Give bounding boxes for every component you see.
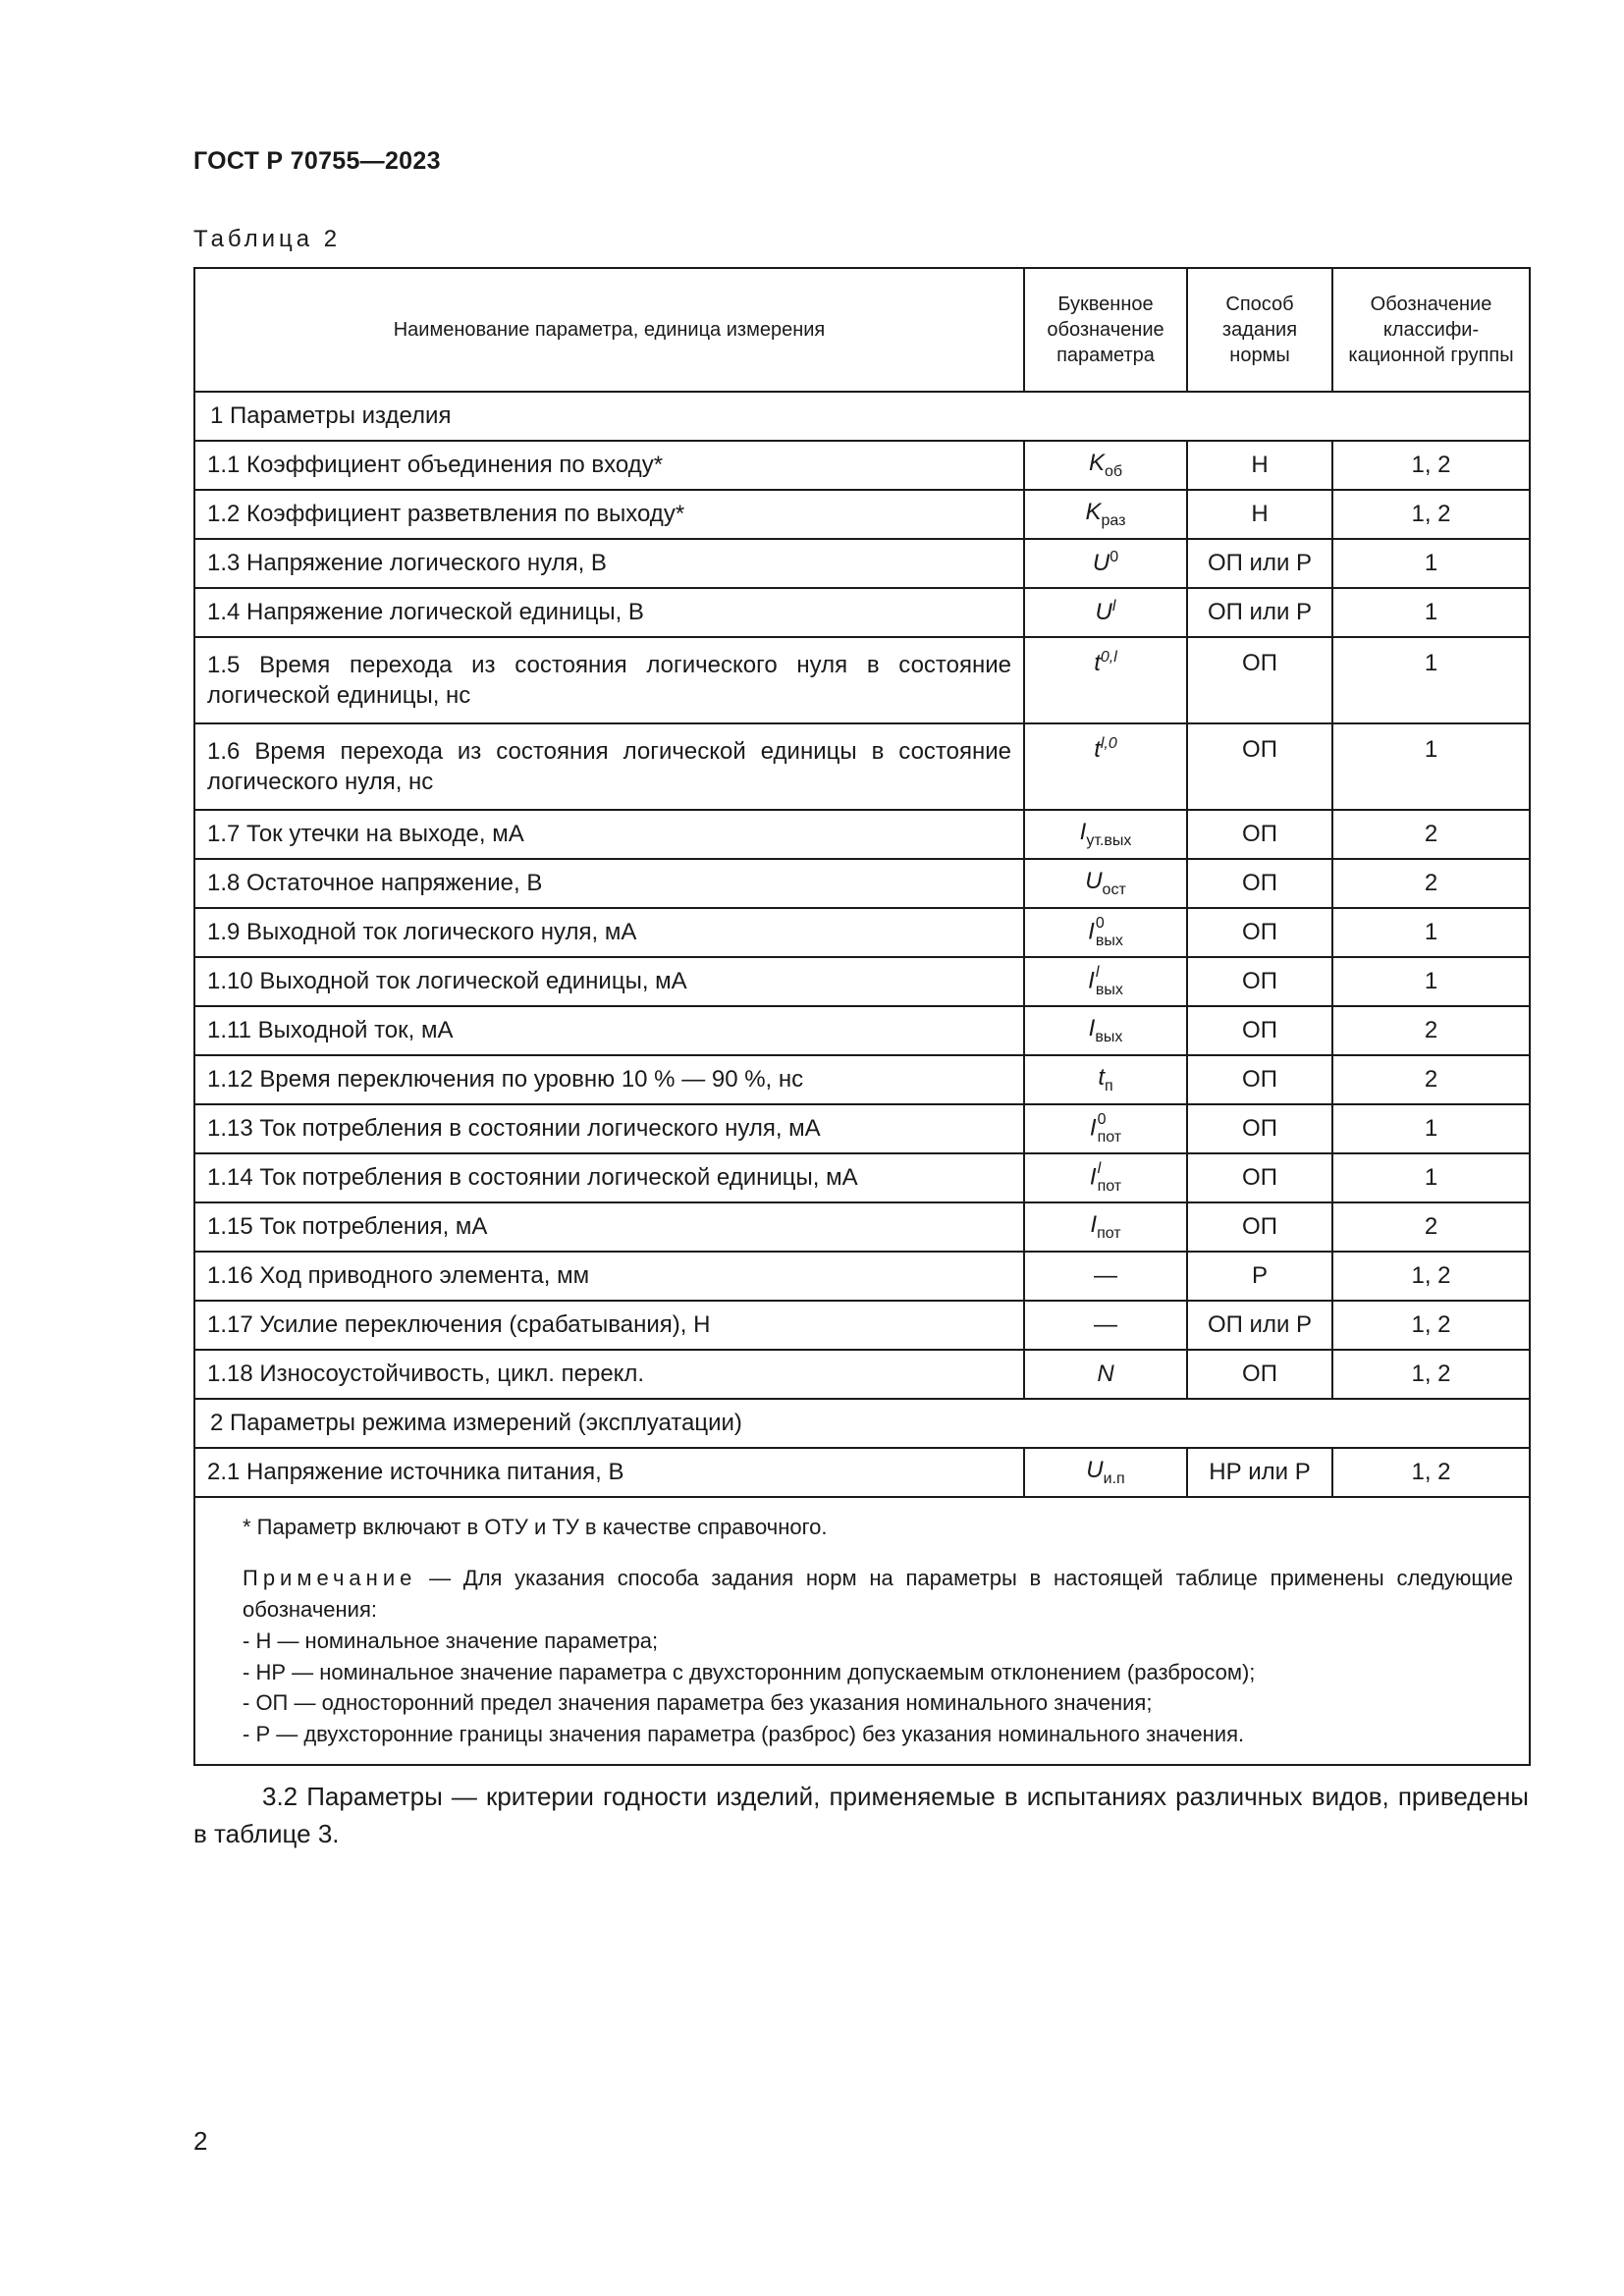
param-norm: Н [1187,490,1332,539]
param-norm: ОП [1187,810,1332,859]
param-name: 1.5 Время перехода из состояния логического нуля в состояние логической единицы, нс [194,637,1024,723]
note-item: - Н — номинальное значение параметра; [243,1628,659,1653]
parameters-table [193,267,1531,1766]
param-group: 1 [1332,588,1530,637]
param-name: 1.6 Время перехода из состояния логической единицы в состояние логического нуля, нс [194,723,1024,810]
note-intro-text: — Для указания способа задания норм на параметры в настоящей таблице применены следующие обозначения: [243,1565,1513,1622]
table-row [194,1202,1530,1252]
param-group: 2 [1332,1006,1530,1055]
param-group: 1, 2 [1332,490,1530,539]
param-norm: ОП или Р [1187,588,1332,637]
note-intro [211,1563,1513,1626]
param-symbol: $I_{ут.вых}$ [1024,810,1187,859]
param-group: 1, 2 [1332,1252,1530,1301]
param-group: 1, 2 [1332,1448,1530,1497]
table-row [194,1055,1530,1104]
param-group: 1 [1332,539,1530,588]
table-notes [194,1497,1530,1765]
table-row [194,1448,1530,1497]
param-symbol: $K_{раз}$ [1024,490,1187,539]
param-name: 1.3 Напряжение логического нуля, В [194,539,1024,588]
param-norm: ОП [1187,1104,1332,1153]
param-symbol: I 0 вых [1024,908,1187,957]
notes-row [194,1497,1530,1765]
param-group: 2 [1332,810,1530,859]
table-row [194,723,1530,810]
param-group: 1 [1332,637,1530,723]
param-norm: ОП [1187,1055,1332,1104]
param-symbol: $t_п$ [1024,1055,1187,1104]
table-row [194,539,1530,588]
note-item: - ОП — односторонний предел значения параметра без указания номинального значения; [243,1690,1153,1716]
section-title: 1 Параметры изделия [194,392,1530,441]
param-symbol: $t^{0,l}$ [1024,637,1187,723]
param-symbol: I l пот [1024,1153,1187,1202]
param-name: 1.15 Ток потребления, мА [194,1202,1024,1252]
table-row [194,810,1530,859]
header-classification-group: Обозначение классификационной группы [1332,268,1530,392]
param-group: 2 [1332,1055,1530,1104]
param-name: 1.14 Ток потребления в состоянии логической единицы, мА [194,1153,1024,1202]
table-row [194,1153,1530,1202]
param-norm: ОП или Р [1187,539,1332,588]
param-symbol: $K_{об}$ [1024,441,1187,490]
table-caption: Таблица 2 [193,226,342,252]
header-norm-method: Способ задания нормы [1187,268,1332,392]
param-symbol: I l вых [1024,957,1187,1006]
note-item: - Р — двухсторонние границы значения параметра (разброс) без указания номинального значения. [243,1722,1245,1747]
param-symbol: $t^{l,0}$ [1024,723,1187,810]
param-name: 1.9 Выходной ток логического нуля, мА [194,908,1024,957]
param-symbol: $U^0$ [1024,539,1187,588]
param-norm: НР или Р [1187,1448,1332,1497]
param-symbol: $I_{пот}$ [1024,1202,1187,1252]
section-row [194,1399,1530,1448]
paragraph-3-2: 3.2 Параметры — критерии годности изделий, применяемые в испытаниях различных видов, приведены в таблице 3. [193,1782,1529,1848]
param-name: 1.7 Ток утечки на выходе, мА [194,810,1024,859]
table-row [194,957,1530,1006]
param-symbol: I 0 пот [1024,1104,1187,1153]
param-norm: ОП [1187,723,1332,810]
param-symbol: — [1024,1252,1187,1301]
param-name: 1.2 Коэффициент разветвления по выходу* [194,490,1024,539]
param-group: 1 [1332,1104,1530,1153]
footnote: * Параметр включают в ОТУ и ТУ в качестве справочного. [243,1515,828,1539]
table-row [194,859,1530,908]
param-group: 1 [1332,1153,1530,1202]
param-name: 1.8 Остаточное напряжение, В [194,859,1024,908]
header-parameter-name: Наименование параметра, единица измерения [194,268,1024,392]
param-group: 1, 2 [1332,441,1530,490]
param-norm: ОП [1187,908,1332,957]
param-name: 2.1 Напряжение источника питания, В [194,1448,1024,1497]
page-number: 2 [193,2126,208,2156]
param-group: 1 [1332,908,1530,957]
param-name: 1.13 Ток потребления в состоянии логического нуля, мА [194,1104,1024,1153]
document-header: ГОСТ Р 70755—2023 [193,147,441,175]
table-row [194,1006,1530,1055]
param-name: 1.11 Выходной ток, мА [194,1006,1024,1055]
header-letter-designation: Буквенное обозначение параметра [1024,268,1187,392]
param-norm: Р [1187,1252,1332,1301]
param-norm: ОП [1187,637,1332,723]
table-row [194,908,1530,957]
table-row [194,1350,1530,1399]
param-group: 1 [1332,723,1530,810]
param-norm: ОП [1187,957,1332,1006]
param-group: 1, 2 [1332,1301,1530,1350]
note-item: - НР — номинальное значение параметра с двухсторонним допускаемым отклонением (разбросом); [243,1659,1256,1684]
param-norm: ОП [1187,1202,1332,1252]
table-header-row [194,268,1530,392]
param-name: 1.1 Коэффициент объединения по входу* [194,441,1024,490]
param-symbol: $U_{ост}$ [1024,859,1187,908]
table-row [194,1252,1530,1301]
table-row [194,637,1530,723]
section-title: 2 Параметры режима измерений (эксплуатации) [194,1399,1530,1448]
param-symbol: $U^l$ [1024,588,1187,637]
param-norm: ОП [1187,859,1332,908]
param-norm: Н [1187,441,1332,490]
table-row [194,588,1530,637]
param-symbol: $U_{и.п}$ [1024,1448,1187,1497]
param-name: 1.12 Время переключения по уровню 10 % — 90 %, нс [194,1055,1024,1104]
param-group: 2 [1332,1202,1530,1252]
param-name: 1.16 Ход приводного элемента, мм [194,1252,1024,1301]
param-group: 2 [1332,859,1530,908]
note-label: Примечание [243,1565,417,1590]
table-row [194,490,1530,539]
param-group: 1, 2 [1332,1350,1530,1399]
param-norm: ОП [1187,1350,1332,1399]
table-row [194,1104,1530,1153]
section-row [194,392,1530,441]
param-name: 1.10 Выходной ток логической единицы, мА [194,957,1024,1006]
param-group: 1 [1332,957,1530,1006]
param-name: 1.18 Износоустойчивость, цикл. перекл. [194,1350,1024,1399]
param-norm: ОП [1187,1153,1332,1202]
param-norm: ОП [1187,1006,1332,1055]
param-name: 1.17 Усилие переключения (срабатывания), Н [194,1301,1024,1350]
param-norm: ОП или Р [1187,1301,1332,1350]
param-symbol: — [1024,1301,1187,1350]
param-name: 1.4 Напряжение логической единицы, В [194,588,1024,637]
table-row [194,441,1530,490]
table-row [194,1301,1530,1350]
param-symbol: N [1024,1350,1187,1399]
param-symbol: $I_{вых}$ [1024,1006,1187,1055]
